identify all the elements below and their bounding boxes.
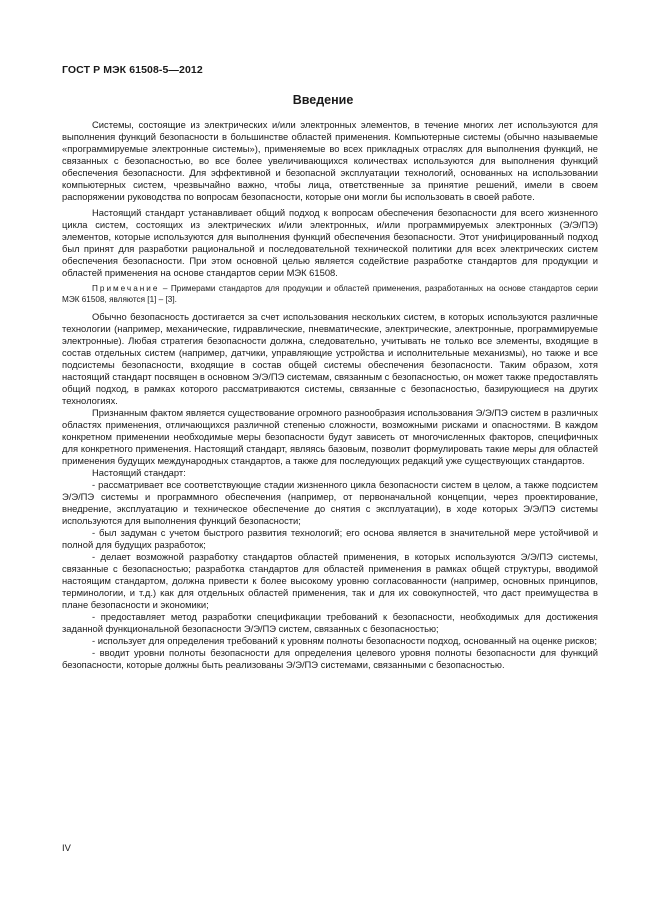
intro-paragraph-2: Настоящий стандарт устанавливает общий подход к вопросам обеспечения безопасности для всего жизненного цикла систем, состоящих из электрических и/или электронных, и/или программируемых электронных (Э/Э/ПЭ) элементов, которые используются для выполнения функций обеспечения безопасности. Этот унифицированный подход был принят для разработки рациональной и последовательной технической политики для всех электрических систем обеспечения безопасности. При этом основной целью является содействие разработке стандартов для продукции и областей применения на основе стандартов серии МЭК 61508.: [62, 207, 598, 278]
list-item: - предоставляет метод разработки спецификации требований к безопасности, необходимых для достижения заданной функциональной безопасности Э/Э/ПЭ систем, связанных с безопасностью;: [62, 611, 598, 634]
paragraph-diversity: Признанным фактом является существование огромного разнообразия использования Э/Э/ПЭ систем в различных областях применения, отличающихся различной степенью сложности, возможными рисками и опасностями. В каждом конкретном применении необходимые меры безопасности будут зависеть от многочисленных факторов, специфичных для конкретного применения. Настоящий стандарт, являясь базовым, позволит формулировать такие меры для областей применения будущих международных стандартов, а также для последующих редакций уже существующих стандартов.: [62, 407, 598, 466]
note: [62, 283, 598, 305]
standard-header: ГОСТ Р МЭК 61508-5—2012: [62, 64, 203, 76]
list-item: - рассматривает все соответствующие стадии жизненного цикла безопасности систем в целом, а также подсистем Э/Э/ПЭ системы и программного обеспечения (например, от первоначальной концепции, через проектирование, внедрение, эксплуатацию и техническое обеспечение до снятия с эксплуатации), в ходе которых Э/Э/ПЭ системы используются для выполнения функций безопасности;: [62, 479, 598, 526]
body-text: [62, 119, 598, 671]
list-item: - делает возможной разработку стандартов областей применения, в которых используются Э/Э/ПЭ системы, связанные с безопасностью; разработка стандартов для областей применения в рамках общей структуры, вводимой настоящим стандартом, должна привести к более высокому уровню согласованности (например, основных принципов, терминологии, и т.д.) как для отдельных областей применения, так и для их совокупностей, что даст преимущества в плане безопасности и экономики;: [62, 551, 598, 610]
page-number: IV: [62, 842, 71, 853]
list-item: - использует для определения требований к уровням полноты безопасности подход, основанный на оценке рисков;: [92, 635, 597, 646]
intro-paragraph-1: Системы, состоящие из электрических и/или электронных элементов, в течение многих лет используются для выполнения функций безопасности в большинстве областей применения. Компьютерные системы (обычно называемые «программируемые электронные системы»), применяемые во всех прикладных отраслях для выполнения функций, не связанных с безопасностью, во все более увеличивающихся количествах используются для выполнения функций обеспечения безопасности. Для эффективной и безопасной эксплуатации технологий, основанных на использовании компьютерных систем, чрезвычайно важно, чтобы лица, ответственные за принятие решений, имели в своем распоряжении руководства по вопросам безопасности, которые они могли бы использовать в своей работе.: [62, 119, 598, 202]
paragraph-multiple-systems: Обычно безопасность достигается за счет использования нескольких систем, в которых используются различные технологии (например, механические, гидравлические, пневматические, электрические, электронные, программируемые электронные). Любая стратегия безопасности должна, следовательно, учитывать не только все элементы, входящие в состав отдельных систем (например, датчики, управляющие устройства и исполнительные механизмы), но также и все подсистемы безопасности, входящие в состав общей системы обеспечения безопасности. Таким образом, хотя настоящий стандарт посвящен в основном Э/Э/ПЭ системам, связанным с безопасностью, он может также предоставлять общий подход, в рамках которого рассматриваются системы, связанные с безопасностью, базирующиеся на других технологиях.: [62, 311, 598, 406]
paragraph-standard-intro: Настоящий стандарт:: [92, 467, 186, 478]
page-title: Введение: [292, 93, 354, 107]
note-text: – Примерами стандартов для продукции и областей применения, разработанных на основе стандартов серии МЭК 61508, являются [1] – [3].: [62, 284, 598, 304]
note-label: Примечание: [92, 284, 160, 293]
list-item: - был задуман с учетом быстрого развития технологий; его основа является в значительной мере устойчивой и полной для будущих разработок;: [62, 527, 598, 550]
list-item: - вводит уровни полноты безопасности для определения целевого уровня полноты безопасности для функций безопасности, которые должны быть реализованы Э/Э/ПЭ системами, связанными с безопасностью.: [62, 647, 598, 670]
